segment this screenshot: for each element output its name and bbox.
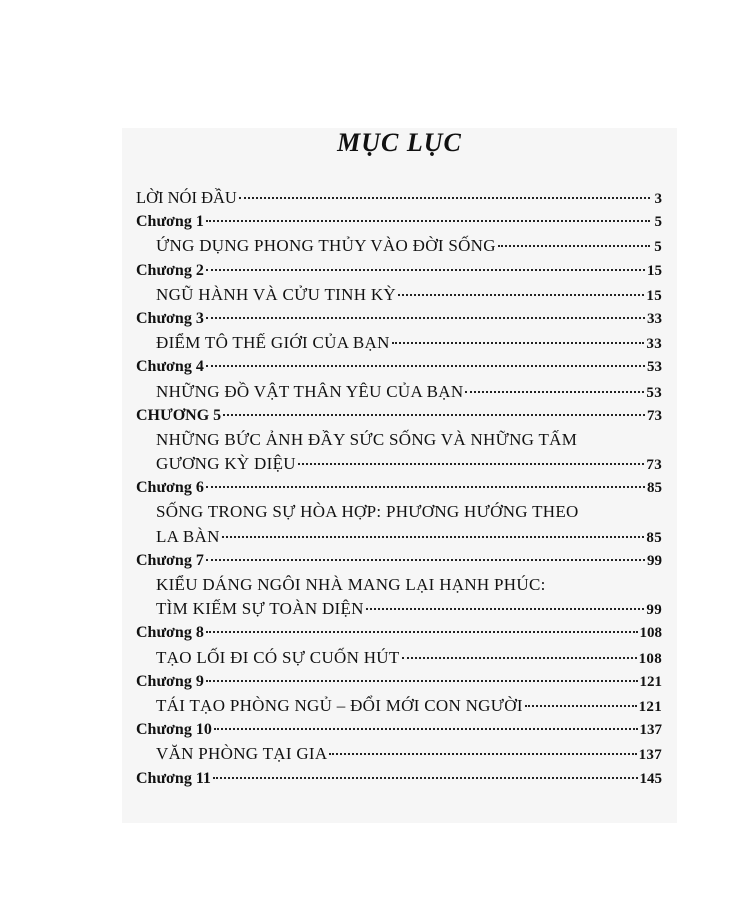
toc-entry-row[interactable] [136,500,662,524]
toc-entry-label: Chương 7 [136,551,204,569]
toc-page-number: 108 [639,625,662,642]
dot-leader [465,391,644,393]
toc-chapter-row[interactable] [136,621,662,645]
toc-entry-label: GƯƠNG KỲ DIỆU [156,454,296,474]
toc-entry-label: ĐIỂM TÔ THẾ GIỚI CỦA BẠN [156,333,390,353]
toc-entry-row[interactable] [136,452,662,476]
toc-entry-label: Chương 11 [136,769,211,787]
toc-entry-label: CHƯƠNG 5 [136,406,222,424]
dot-leader [206,631,638,633]
toc-chapter-row[interactable] [136,404,662,428]
toc-page-number: 99 [647,552,662,569]
dot-leader [206,365,645,367]
toc-entry-label: Chương 9 [136,672,204,690]
dot-leader [206,269,645,271]
toc-entry-label: Chương 2 [136,261,204,279]
toc-page-number: 5 [654,239,662,256]
toc-page-number: 108 [638,650,662,667]
toc-chapter-row[interactable] [136,670,662,694]
toc-entry-label: Chương 4 [136,358,204,376]
toc-entry-label: LA BÀN [156,526,220,546]
toc-entry-row[interactable] [136,525,662,549]
toc-page-number: 53 [646,384,662,401]
toc-chapter-row[interactable] [136,259,662,283]
toc-entry-row[interactable] [136,186,662,210]
toc-entry-row[interactable] [136,597,662,621]
toc-page-number: 15 [646,287,662,304]
toc-page-number: 145 [639,770,662,787]
dot-leader [398,294,644,296]
toc-entry-label: NHỮNG BỨC ẢNH ĐẦY SỨC SỐNG VÀ NHỮNG TẤM [156,429,578,449]
toc-entry-label: Chương 10 [136,721,212,739]
toc-page-number: 85 [646,529,662,546]
toc-entry-row[interactable] [136,742,662,766]
toc-page-number: 121 [638,698,662,715]
toc-entry-label: Chương 6 [136,479,204,497]
toc-page-number: 5 [654,214,662,231]
toc-entry-row[interactable] [136,283,662,307]
dot-leader [298,463,645,465]
toc-entry-row[interactable] [136,646,662,670]
toc-entry-label: SỐNG TRONG SỰ HÒA HỢP: PHƯƠNG HƯỚNG THEO [156,502,579,522]
toc-entry-row[interactable] [136,694,662,718]
toc-chapter-row[interactable] [136,355,662,379]
toc-chapter-row[interactable] [136,210,662,234]
toc-page-number: 33 [646,336,662,353]
toc-page-number: 33 [647,310,662,327]
toc-entry-label: TẠO LỐI ĐI CÓ SỰ CUỐN HÚT [156,647,400,667]
toc-entry-label: KIỂU DÁNG NGÔI NHÀ MANG LẠI HẠNH PHÚC: [156,575,546,594]
toc-page-number: 15 [647,262,662,279]
toc-page-number: 73 [646,457,662,474]
toc-page-number: 99 [646,602,662,619]
dot-leader [366,608,645,610]
toc-chapter-row[interactable] [136,307,662,331]
toc-entry-label: TÁI TẠO PHÒNG NGỦ – ĐỔI MỚI CON NGƯỜI [156,695,523,715]
toc-chapter-row[interactable] [136,549,662,573]
dot-leader [206,486,645,488]
toc-entry-label: Chương 3 [136,309,204,327]
dot-leader [206,559,645,561]
toc-page-number: 85 [647,480,662,497]
toc-entry-label: Chương 8 [136,624,204,642]
dot-leader [214,728,638,730]
toc-entry-row[interactable] [136,428,662,452]
document-page [122,128,677,823]
toc-entry-row[interactable] [136,234,662,258]
toc-entry-label: LỜI NÓI ĐẦU [136,188,237,207]
toc-entry-label: NHỮNG ĐỒ VẬT THÂN YÊU CỦA BẠN [156,381,464,401]
toc-entry-label: TÌM KIẾM SỰ TOÀN DIỆN [156,599,364,619]
dot-leader [239,197,650,199]
toc-page-number: 3 [654,191,662,207]
toc-entry-label: ỨNG DỤNG PHONG THỦY VÀO ĐỜI SỐNG [156,236,496,256]
dot-leader [402,657,637,659]
toc-chapter-row[interactable] [136,476,662,500]
toc-page-number: 137 [639,722,662,739]
dot-leader [392,342,645,344]
toc-entry-row[interactable] [136,331,662,355]
toc-entry-label: NGŨ HÀNH VÀ CỬU TINH KỲ [156,284,396,304]
dot-leader [206,680,638,682]
toc-page-number: 137 [638,747,662,764]
dot-leader [329,753,636,755]
page-title: MỤC LỤC [337,128,462,157]
dot-leader [206,317,645,319]
toc-entry-row[interactable] [136,573,662,597]
dot-leader [223,414,645,416]
toc-chapter-row[interactable] [136,767,662,791]
toc-page-number: 73 [647,407,662,424]
dot-leader [525,705,637,707]
toc-page-number: 53 [647,359,662,376]
dot-leader [498,245,650,247]
dot-leader [222,536,645,538]
dot-leader [213,777,638,779]
toc-entry-label: VĂN PHÒNG TẠI GIA [156,744,328,764]
toc-page-number: 121 [639,673,662,690]
table-of-contents [136,186,662,791]
toc-chapter-row[interactable] [136,718,662,742]
toc-entry-row[interactable] [136,380,662,404]
dot-leader [206,220,650,222]
toc-entry-label: Chương 1 [136,213,204,231]
